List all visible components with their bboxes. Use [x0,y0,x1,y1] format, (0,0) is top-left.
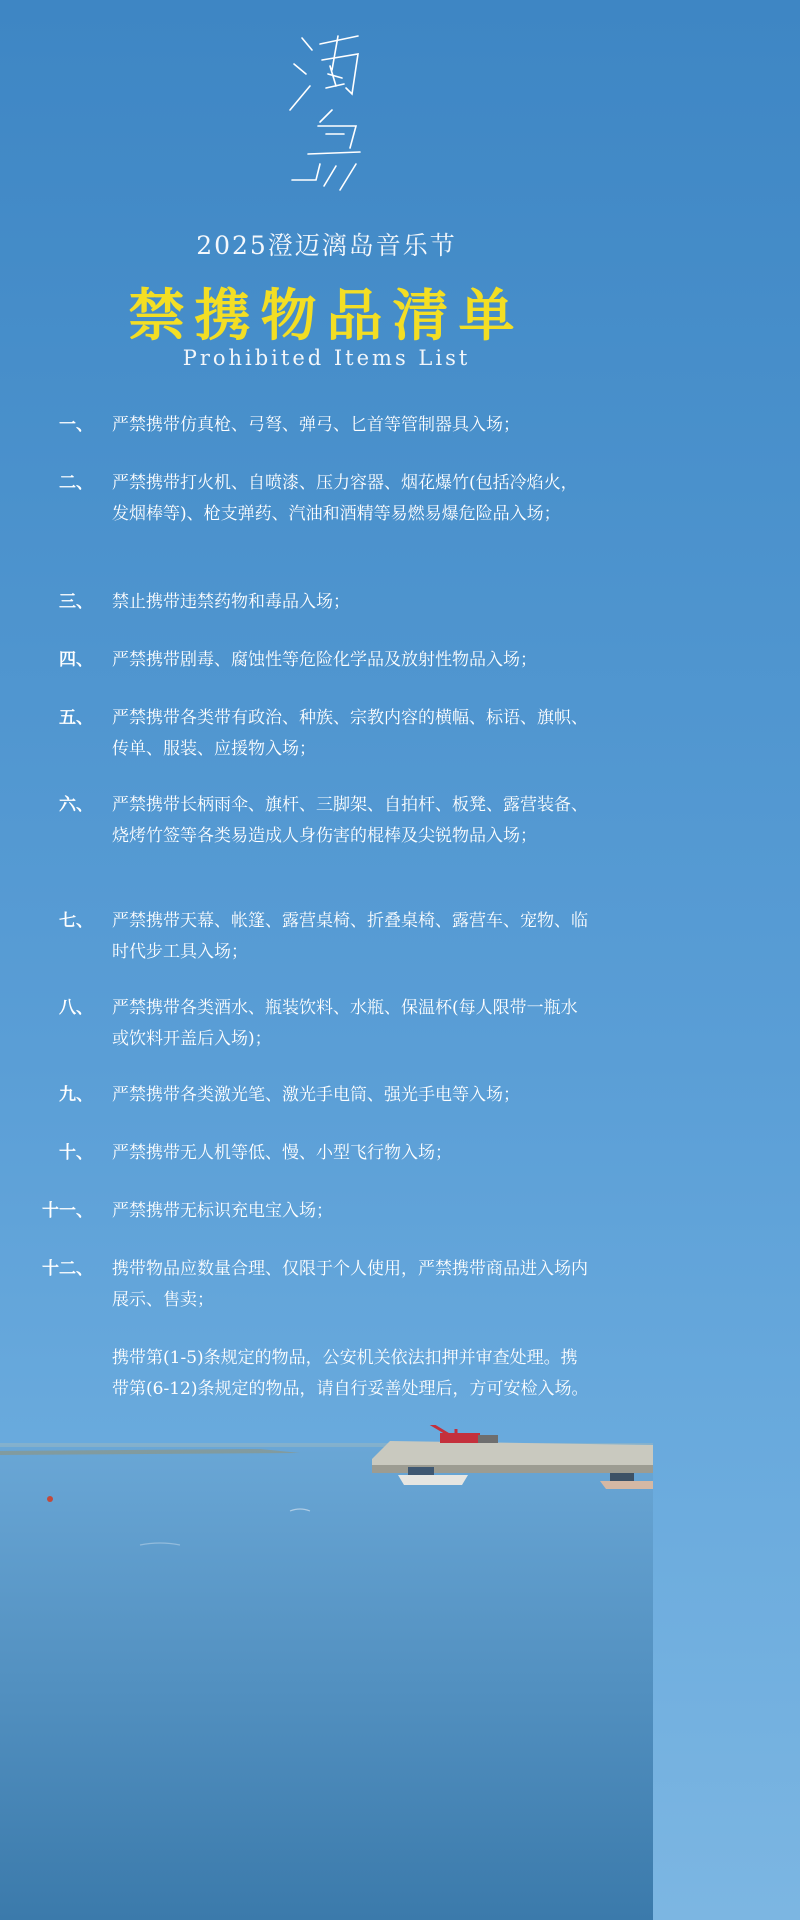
item-text: 严禁携带剧毒、腐蚀性等危险化学品及放射性物品入场； [112,650,537,670]
item-text: 严禁携带各类带有政治、种族、宗教内容的横幅、标语、旗帜、传单、服装、应援物入场； [112,708,588,759]
item-number: 四、 [59,650,93,670]
item-text: 携带物品应数量合理、仅限于个人使用，严禁携带商品进入场内展示、售卖； [112,1259,588,1310]
item-number: 五、 [59,708,93,728]
sea-landscape-image [0,1425,653,1920]
item-number: 十二、 [42,1259,93,1279]
item-text: 严禁携带长柄雨伞、旗杆、三脚架、自拍杆、板凳、露营装备、烧烤竹签等各类易造成人身伤害的棍棒及尖锐物品入场； [112,795,588,846]
item-number: 二、 [59,473,93,493]
item-text: 严禁携带无标识充电宝入场； [112,1201,333,1221]
item-number: 八、 [59,998,93,1018]
item-text: 严禁携带各类激光笔、激光手电筒、强光手电等入场； [112,1085,520,1105]
item-number: 一、 [59,415,93,435]
item-number: 十、 [59,1143,93,1163]
item-text: 严禁携带打火机、自喷漆、压力容器、烟花爆竹(包括冷焰火，发烟棒等)、枪支弹药、汽油和酒精等易燃易爆危险品入场； [112,473,578,524]
item-number: 十一、 [42,1201,93,1221]
page-title: 禁携物品清单 [128,283,525,349]
festival-logo [280,30,370,195]
item-text: 严禁携带无人机等低、慢、小型飞行物入场； [112,1143,452,1163]
event-title: 2025澄迈漓岛音乐节 [196,231,457,260]
page-subtitle: Prohibited Items List [182,346,471,370]
handling-note: 携带第(1-5)条规定的物品，公安机关依法扣押并审查处理。携带第(6-12)条规定的物品，请自行妥善处理后，方可安检入场。 [112,1348,589,1399]
item-number: 七、 [59,911,93,931]
item-number: 三、 [59,592,93,612]
item-text: 严禁携带各类酒水、瓶装饮料、水瓶、保温杯(每人限带一瓶水或饮料开盖后入场)； [112,998,578,1049]
item-text: 严禁携带仿真枪、弓弩、弹弓、匕首等管制器具入场； [112,415,520,435]
item-text: 严禁携带天幕、帐篷、露营桌椅、折叠桌椅、露营车、宠物、临时代步工具入场； [112,911,588,962]
item-number: 六、 [59,795,93,815]
item-number: 九、 [59,1085,93,1105]
item-text: 禁止携带违禁药物和毒品入场； [112,592,350,612]
